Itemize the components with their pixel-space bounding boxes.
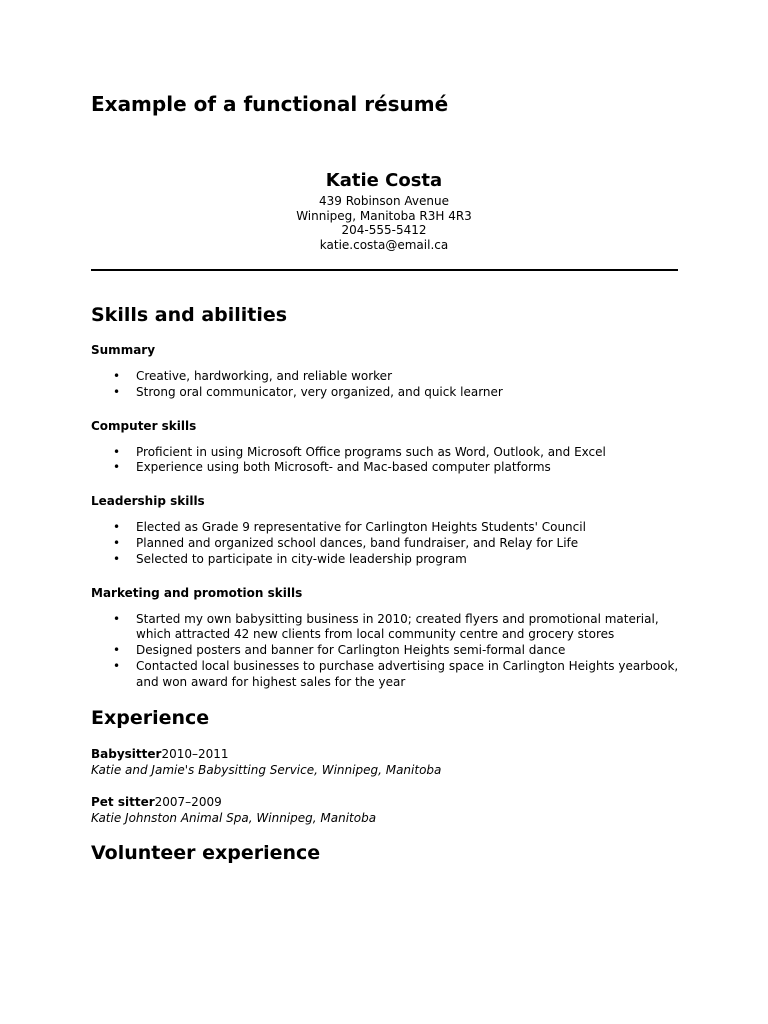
list-item: • Experience using both Microsoft- and Mac-based computer platforms <box>113 460 551 475</box>
street-address: 439 Robinson Avenue <box>318 194 449 208</box>
job-employer: Katie and Jamie's Babysitting Service, Winnipeg, Manitoba <box>91 762 442 777</box>
bullet-icon: • <box>113 611 121 626</box>
bullet-icon: • <box>113 460 121 475</box>
document-title: Example of a functional résumé <box>91 92 449 116</box>
bullet-icon: • <box>113 384 121 399</box>
bullet-icon: • <box>113 369 121 383</box>
phone-number: 204-555-5412 <box>341 223 427 237</box>
marketing-skills-list <box>91 612 681 691</box>
bullet-icon: • <box>113 444 121 459</box>
bullet-icon: • <box>113 551 121 566</box>
leadership-skills-list <box>91 520 681 567</box>
volunteer-section <box>91 840 681 866</box>
email-address: katie.costa@email.ca <box>319 237 449 252</box>
bullet-icon: • <box>113 520 121 535</box>
list-item: • Contacted local businesses to purchase advertising space in Carlington Heights yearbook, and won award for highest sales for the year <box>113 658 679 689</box>
computer-skills-subheading: Computer skills <box>91 418 197 433</box>
header-divider <box>91 269 678 271</box>
job-role: Babysitter <box>91 746 162 761</box>
list-item: • Creative, hardworking, and reliable worker <box>113 369 393 383</box>
bullet-icon: • <box>113 643 121 658</box>
list-item: • Proficient in using Microsoft Office programs such as Word, Outlook, and Excel <box>113 444 606 459</box>
contact-block <box>91 170 677 252</box>
bullet-icon: • <box>113 658 121 673</box>
skills-section <box>91 302 681 691</box>
list-item: • Selected to participate in city-wide leadership program <box>113 551 467 566</box>
experience-section <box>91 705 681 826</box>
list-item: • Designed posters and banner for Carlington Heights semi-formal dance <box>113 643 566 658</box>
computer-skills-list <box>91 445 681 477</box>
leadership-skills-subheading: Leadership skills <box>91 494 205 509</box>
list-item: • Started my own babysitting business in 2010; created flyers and promotional material, which attracted 42 new clients from local community centre and grocery stores <box>113 611 659 642</box>
summary-subheading: Summary <box>91 343 156 357</box>
job-entry <box>91 794 681 826</box>
job-entry <box>91 746 681 778</box>
city-province-postal: Winnipeg, Manitoba R3H 4R3 <box>296 208 472 223</box>
applicant-name: Katie Costa <box>325 170 443 191</box>
experience-heading: Experience <box>91 706 210 729</box>
job-employer: Katie Johnston Animal Spa, Winnipeg, Manitoba <box>91 810 377 825</box>
job-years: 2010–2011 <box>161 746 229 761</box>
job-role: Pet sitter <box>91 794 155 809</box>
list-item: • Strong oral communicator, very organized, and quick learner <box>113 384 503 399</box>
resume-body <box>91 302 681 866</box>
job-years: 2007–2009 <box>154 794 222 809</box>
job-title-line <box>91 746 681 762</box>
volunteer-heading: Volunteer experience <box>91 841 321 864</box>
marketing-skills-subheading: Marketing and promotion skills <box>91 585 303 600</box>
list-item: • Planned and organized school dances, band fundraiser, and Relay for Life <box>113 535 579 550</box>
list-item: • Elected as Grade 9 representative for Carlington Heights Students' Council <box>113 520 586 535</box>
job-title-line <box>91 794 681 810</box>
skills-heading: Skills and abilities <box>91 304 288 326</box>
summary-list <box>91 369 681 401</box>
bullet-icon: • <box>113 535 121 550</box>
